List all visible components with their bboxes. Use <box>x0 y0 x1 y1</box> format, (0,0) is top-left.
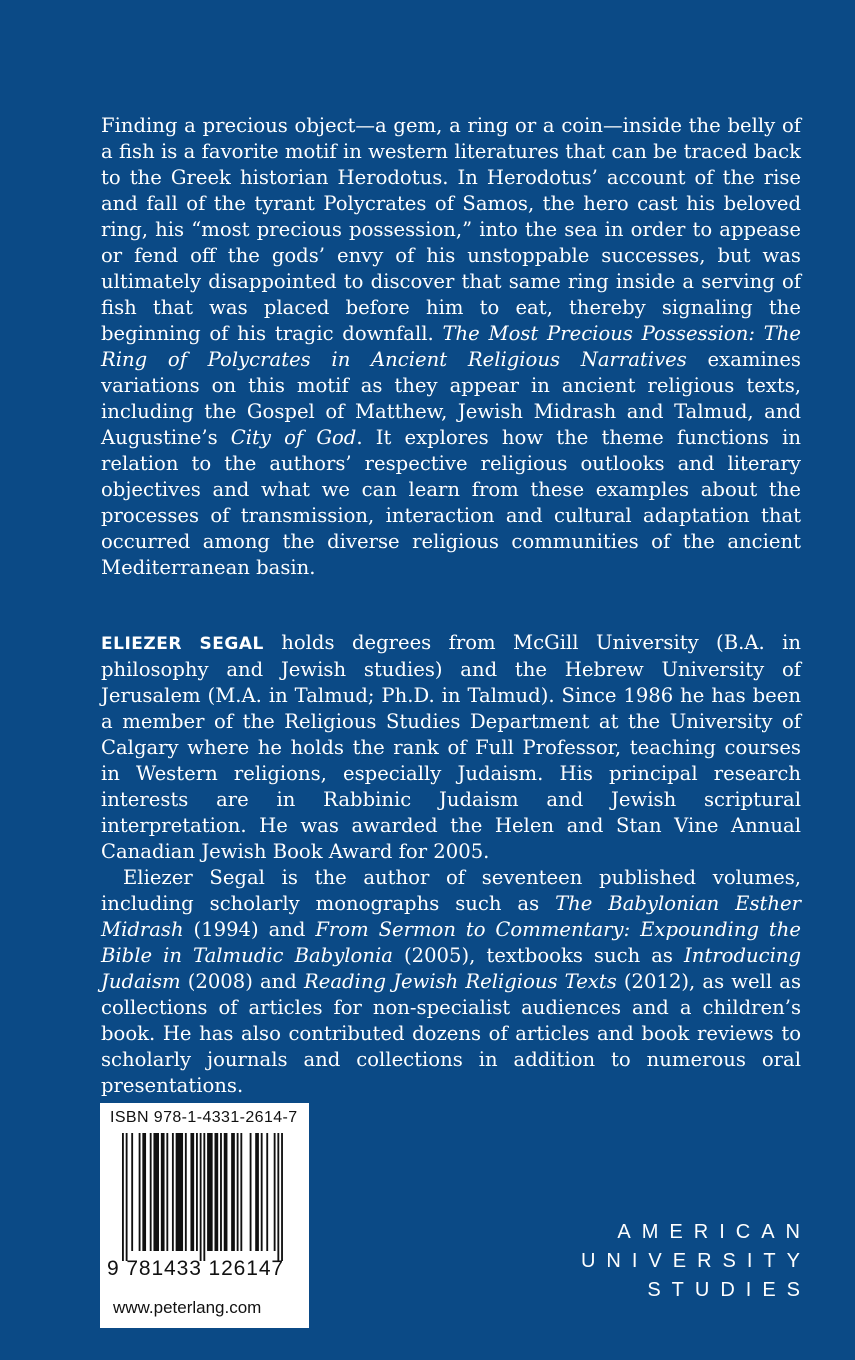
barcode-bar <box>153 1133 159 1251</box>
bio-text-2b: (1994) and <box>193 918 306 941</box>
description-paragraph <box>101 113 801 581</box>
barcode-bar <box>172 1133 174 1251</box>
author-name: ELIEZER SEGAL <box>101 634 264 654</box>
bio-text-2e: (2012), as well as collections of articles for non-specialist audiences and a children’s book. He has also contributed dozens of articles and book reviews to scholarly journals and collections in addition to numerous oral presentations. <box>101 970 802 1097</box>
bio-text-2c: (2005), textbooks such as <box>403 944 673 967</box>
series-line-2: UNIVERSITY <box>580 1250 811 1272</box>
barcode-bar <box>190 1133 194 1251</box>
barcode-bar <box>126 1133 128 1261</box>
barcode-bar <box>150 1133 152 1251</box>
barcode-bar <box>215 1133 219 1251</box>
book-title: The Most Precious Possession: The Ring of Polycrates in Ancient Religious Narratives <box>101 322 801 371</box>
author-bio <box>101 630 801 1099</box>
barcode-bar <box>261 1133 263 1251</box>
series-line-3: STUDIES <box>647 1279 811 1301</box>
description-text-2: examines variations on this motif as they appear in ancient religious texts, including the Gospel of Matthew, Jewish Midrash and Talmud, and Augustine’s <box>101 348 801 449</box>
barcode-bar <box>224 1133 228 1251</box>
barcode-bar <box>200 1133 202 1261</box>
bio-paragraph-1 <box>101 630 801 865</box>
barcode-bar <box>139 1133 141 1251</box>
barcode-bar <box>266 1133 268 1251</box>
bio-text-1: holds degrees from McGill University (B.A. in philosophy and Jewish studies) and the Hebrew University of Jerusalem (M.A. in Talmud; Ph.D. in Talmud). Since 1986 he has been a member of the Religious Studies Department at the University of Calgary where he holds the rank of Full Professor, teaching courses in Western religions, especially Judaism. His principal research interests are in Rabbinic Judaism and Jewish scriptural interpretation. He was awarded the Helen and Stan Vine Annual Canadian Jewish Book Award for 2005. <box>101 631 802 863</box>
barcode-bars <box>122 1133 298 1261</box>
barcode-bar <box>207 1133 213 1251</box>
barcode-bar <box>131 1133 133 1251</box>
description-text-3: . It explores how the theme functions in relation to the authors’ respective religious outlooks and literary objectives and what we can learn from these examples about the processes of transmission, interaction and cultural adaptation that occurred among the diverse religious communities of the ancient Mediterranean basin. <box>101 426 801 579</box>
barcode-bar <box>142 1133 146 1251</box>
bio-paragraph-2 <box>101 865 801 1099</box>
barcode-bar <box>220 1133 222 1251</box>
description-text: Finding a precious object—a gem, a ring or a coin—inside the belly of a fish is a favorite motif in western literatures that can be traced back to the Greek historian Herodotus. In Herodotus’ account of the rise and fall of the tyrant Polycrates of Samos, the hero cast his beloved ring, his “most precious possession,” into the sea in order to appease or fend off the gods’ envy of his unstoppable successes, but was ultimately disappointed to discover that same ring inside a serving of fish that was placed before him to eat, thereby signaling the beginning of his tragic downfall. <box>101 114 801 345</box>
barcode-bar <box>281 1133 283 1261</box>
barcode-bar <box>274 1133 276 1251</box>
publisher-url: www.peterlang.com <box>113 1298 262 1317</box>
barcode-bar <box>255 1133 259 1251</box>
work-title-3: Introducing Judaism <box>101 944 802 993</box>
barcode-digits: 9 781433 126147 <box>107 1257 284 1280</box>
work-title-1: The Babylonian Esther Midrash <box>101 892 801 941</box>
barcode-bar <box>196 1133 198 1251</box>
series-line-1: AMERICAN <box>617 1221 811 1243</box>
isbn-label: ISBN 978-1-4331-2614-7 <box>110 1109 298 1126</box>
bio-text-2a: Eliezer Segal is the author of seventeen published volumes, including scholarly monographs such as <box>101 866 801 915</box>
work-title-2: From Sermon to Commentary: Expounding the Bible in Talmudic Babylonia <box>101 918 801 967</box>
barcode-bar <box>240 1133 242 1251</box>
bio-text-2d: (2008) and <box>187 970 297 993</box>
isbn-barcode <box>100 1103 309 1328</box>
barcode-bar <box>185 1133 187 1251</box>
barcode-bar <box>237 1133 239 1251</box>
barcode-bar <box>250 1133 252 1251</box>
barcode-bar <box>231 1133 235 1251</box>
work-title-4: Reading Jewish Religious Texts <box>303 970 617 993</box>
barcode-bar <box>277 1133 279 1261</box>
barcode-bar <box>161 1133 165 1251</box>
book-description <box>101 113 801 581</box>
barcode-bar <box>166 1133 168 1251</box>
series-name <box>580 1218 811 1305</box>
barcode-bar <box>122 1133 124 1261</box>
barcode-bar <box>176 1133 183 1251</box>
barcode-bar <box>203 1133 205 1261</box>
city-of-god-title: City of God <box>230 426 357 449</box>
